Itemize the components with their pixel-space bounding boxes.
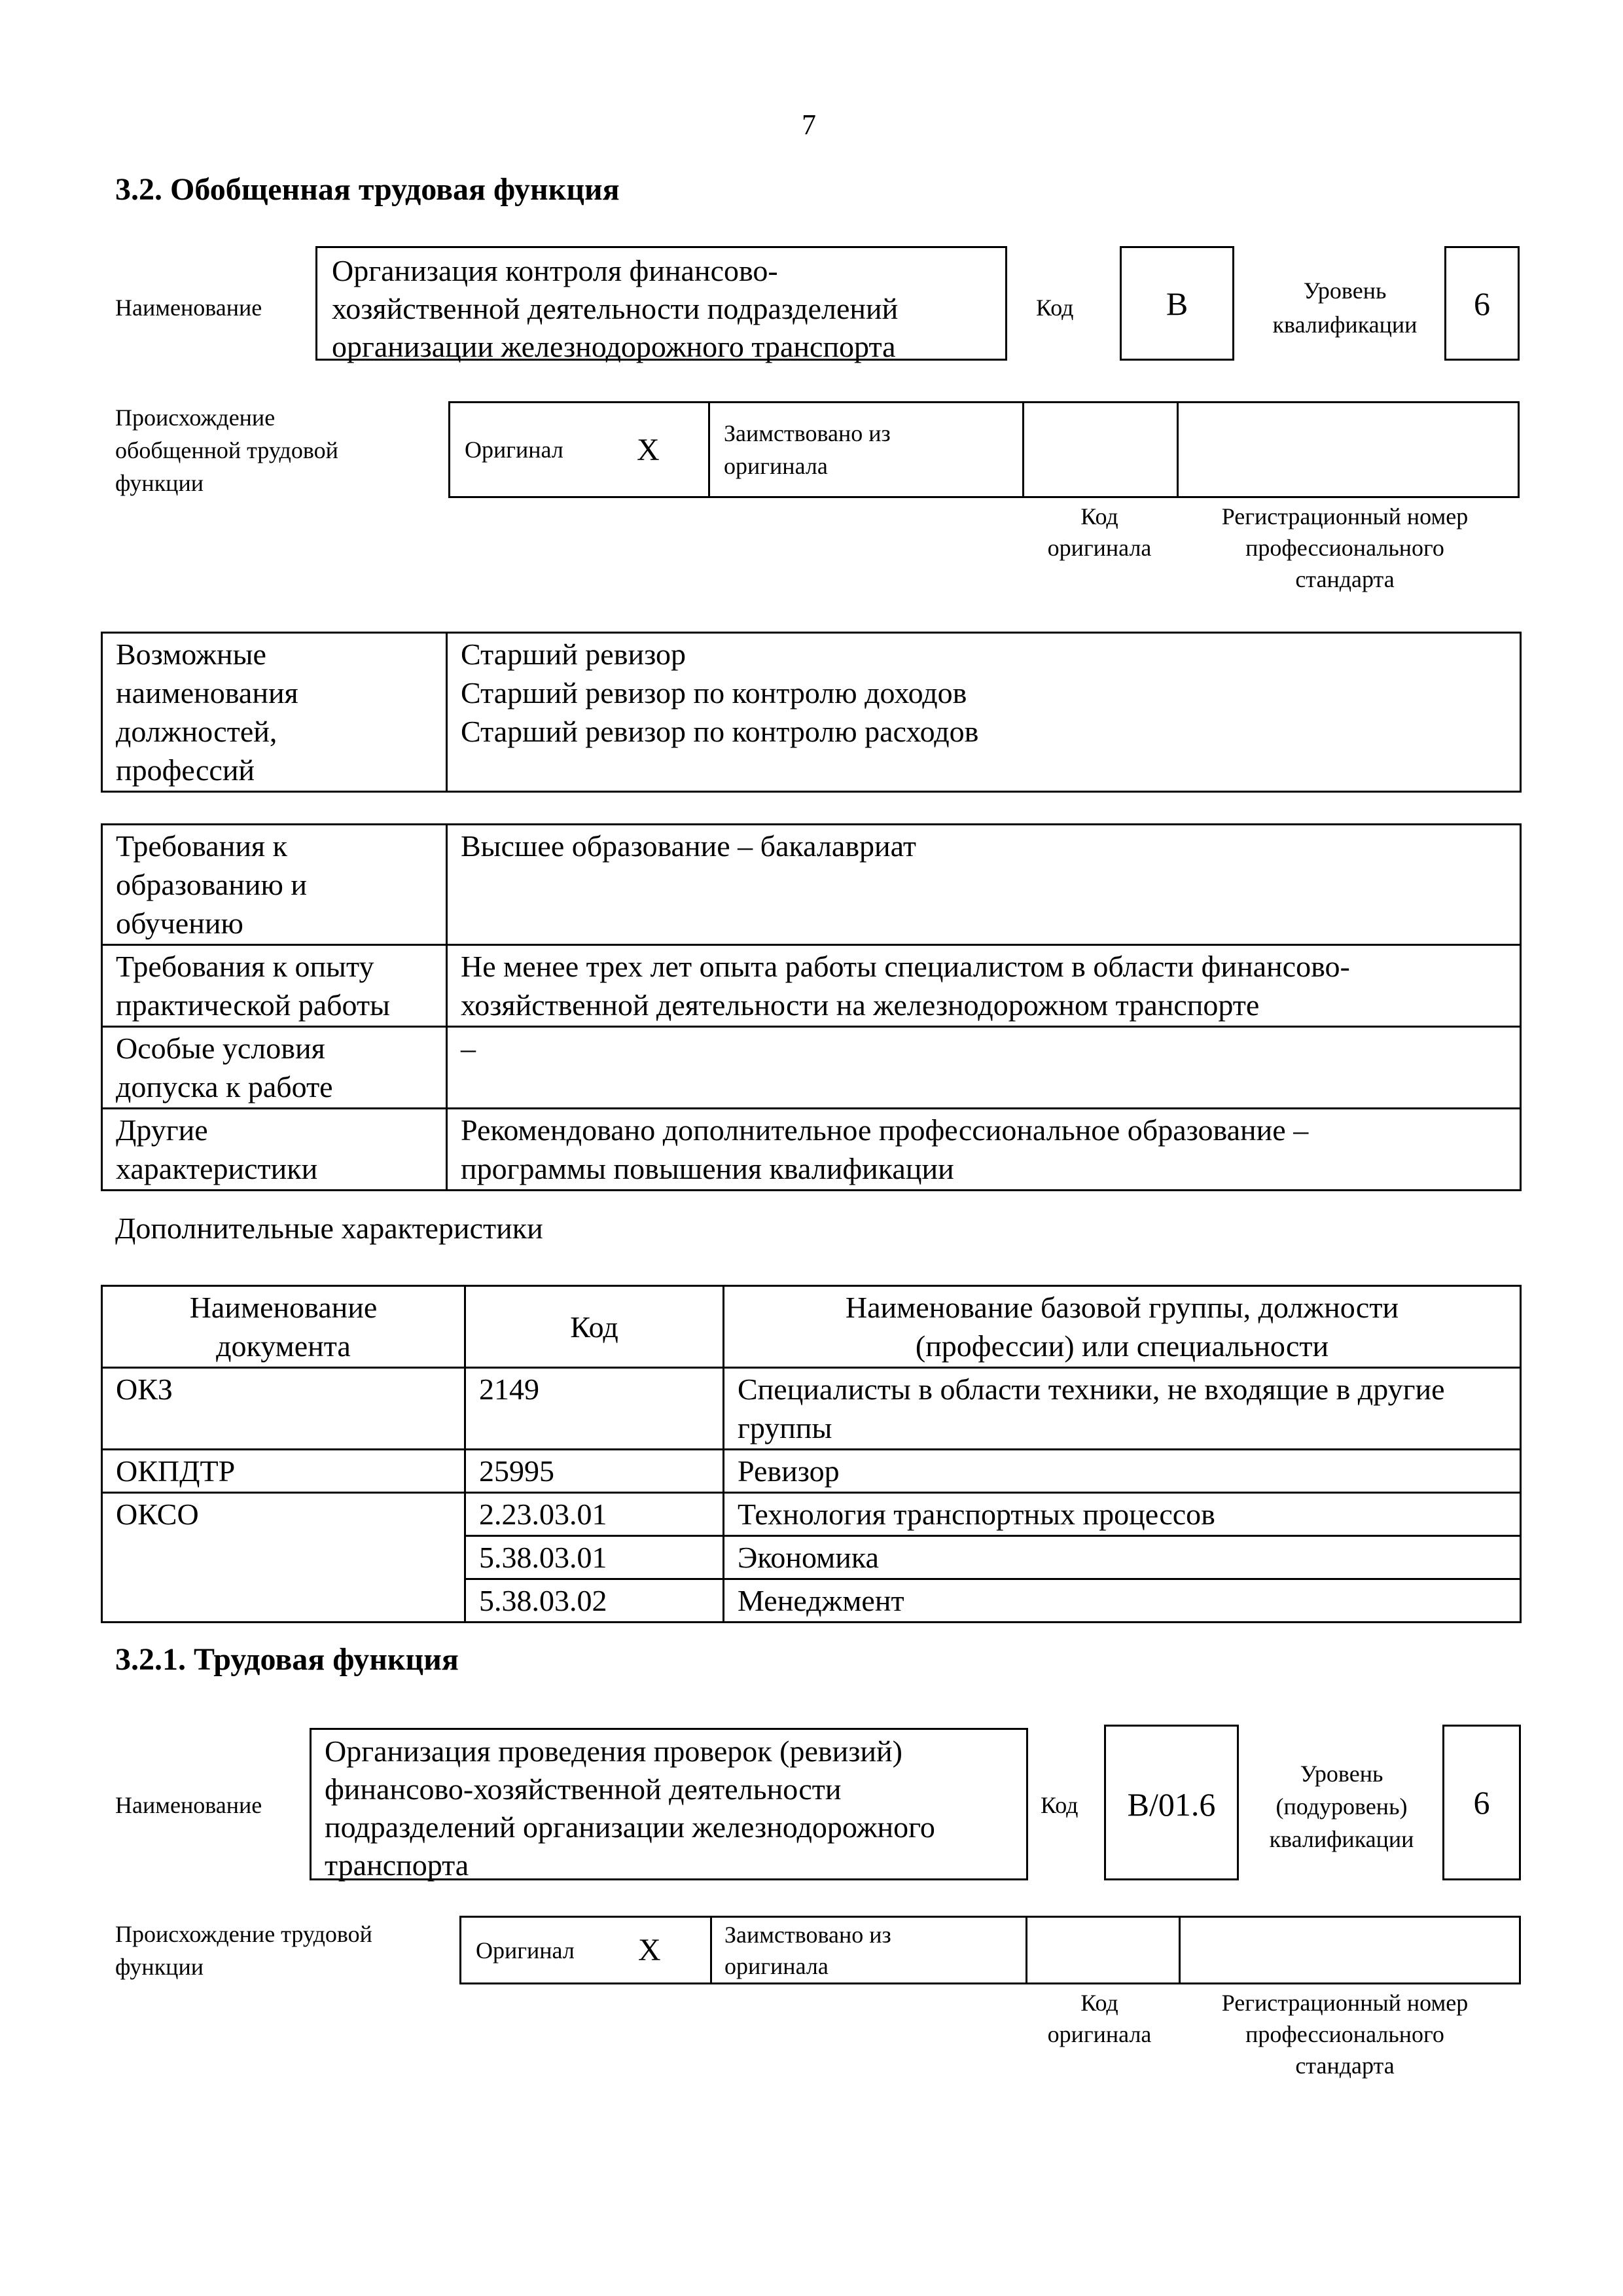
- special-conditions-label: Особые условия допуска к работе: [102, 1027, 447, 1109]
- education-value: Высшее образование – бакалавриат: [447, 825, 1521, 945]
- code-cell: 25995: [465, 1450, 724, 1493]
- doc-cell: ОКПДТР: [102, 1450, 465, 1493]
- positions-list: [447, 633, 1521, 792]
- code-cell: 5.38.03.01: [465, 1536, 724, 1579]
- table-header-row: [102, 1286, 1521, 1368]
- level-value: 6: [1444, 246, 1520, 361]
- function-name-box: [310, 1728, 1028, 1880]
- level-label: Уровень квалификации: [1272, 278, 1418, 338]
- function-name-line: хозяйственной деятельности подразделений: [332, 292, 899, 325]
- table-row: [102, 1368, 1521, 1450]
- positions-label: Возможные наименования должностей, профессий: [102, 633, 447, 792]
- table-row: [102, 825, 1521, 945]
- table-row: [102, 945, 1521, 1027]
- group-name-cell: Ревизор: [724, 1450, 1521, 1493]
- reg-number-caption: Регистрационный номер профессионального стандарта: [1221, 1990, 1469, 2079]
- function-name-line: транспорта: [325, 1848, 469, 1882]
- origin-label: Происхождение обобщенной трудовой функции: [115, 404, 338, 496]
- code-cell: 5.38.03.02: [465, 1579, 724, 1623]
- list-item: Старший ревизор: [461, 637, 686, 671]
- list-item: Старший ревизор по контролю расходов: [461, 715, 979, 748]
- experience-value: Не менее трех лет опыта работы специалистом в области финансово- хозяйственной деятельности на железнодорожном транспорте: [447, 945, 1521, 1027]
- function-name-line: финансово-хозяйственной деятельности: [325, 1772, 842, 1806]
- origin-row: [448, 401, 1520, 498]
- code-label: Код: [1036, 295, 1074, 321]
- group-name-cell: Экономика: [724, 1536, 1521, 1579]
- code-cell: 2.23.03.01: [465, 1493, 724, 1536]
- origin-borrowed-label: Заимствовано из оригинала: [724, 1922, 891, 1979]
- doc-cell: ОКЗ: [102, 1368, 465, 1450]
- group-name-cell: Менеджмент: [724, 1579, 1521, 1623]
- requirements-table: [101, 823, 1522, 1191]
- function-name-box: [315, 246, 1007, 361]
- table-row: [102, 633, 1521, 792]
- reg-number-caption: Регистрационный номер профессионального стандарта: [1221, 503, 1469, 592]
- level-value: 6: [1442, 1725, 1521, 1880]
- origin-label: Происхождение трудовой функции: [115, 1921, 372, 1980]
- origin-mark: X: [637, 432, 660, 467]
- level-label: Уровень (подуровень) квалификации: [1269, 1761, 1414, 1852]
- function-name-line: подразделений организации железнодорожного: [325, 1810, 935, 1844]
- table-row: [102, 1450, 1521, 1493]
- orig-code-caption: Код оригинала: [1047, 503, 1152, 561]
- list-item: Старший ревизор по контролю доходов: [461, 676, 967, 709]
- origin-original-label: Оригинал: [476, 1937, 575, 1964]
- positions-table: [101, 632, 1522, 793]
- code-cell: 2149: [465, 1368, 724, 1450]
- function-name-line: Организация проведения проверок (ревизий): [325, 1734, 902, 1768]
- experience-label: Требования к опыту практической работы: [102, 945, 447, 1027]
- table-row: [102, 1109, 1521, 1191]
- other-characteristics-label: Другие характеристики: [102, 1109, 447, 1191]
- table-row: [102, 1027, 1521, 1109]
- code-value: B: [1120, 246, 1234, 361]
- origin-row: [459, 1916, 1521, 1984]
- group-name-cell: Специалисты в области техники, не входящие в другие группы: [724, 1368, 1521, 1450]
- function-name-line: Организация контроля финансово-: [332, 254, 778, 287]
- header-group-name: Наименование базовой группы, должности (профессии) или специальности: [724, 1286, 1521, 1368]
- name-label: Наименование: [115, 295, 262, 321]
- orig-code-caption: Код оригинала: [1047, 1990, 1152, 2047]
- additional-title: Дополнительные характеристики: [115, 1211, 543, 1245]
- code-label: Код: [1041, 1792, 1079, 1818]
- education-label: Требования к образованию и обучению: [102, 825, 447, 945]
- additional-table: [101, 1285, 1522, 1623]
- doc-cell: ОКСО: [102, 1493, 465, 1623]
- header-code: Код: [465, 1286, 724, 1368]
- name-label: Наименование: [115, 1792, 262, 1818]
- origin-mark: X: [638, 1933, 661, 1967]
- code-value: B/01.6: [1104, 1725, 1239, 1880]
- origin-borrowed-label: Заимствовано из оригинала: [724, 420, 891, 479]
- other-characteristics-value: Рекомендовано дополнительное профессиональное образование – программы повышения квалификации: [447, 1109, 1521, 1191]
- header-document: Наименование документа: [102, 1286, 465, 1368]
- function-name-line: организации железнодорожного транспорта: [332, 330, 896, 363]
- group-name-cell: Технология транспортных процессов: [724, 1493, 1521, 1536]
- section-heading: 3.2. Обобщенная трудовая функция: [115, 172, 620, 207]
- subsection-heading: 3.2.1. Трудовая функция: [115, 1642, 459, 1677]
- page-number: 7: [802, 109, 816, 141]
- table-row: [102, 1493, 1521, 1536]
- origin-original-label: Оригинал: [465, 437, 563, 463]
- special-conditions-value: –: [447, 1027, 1521, 1109]
